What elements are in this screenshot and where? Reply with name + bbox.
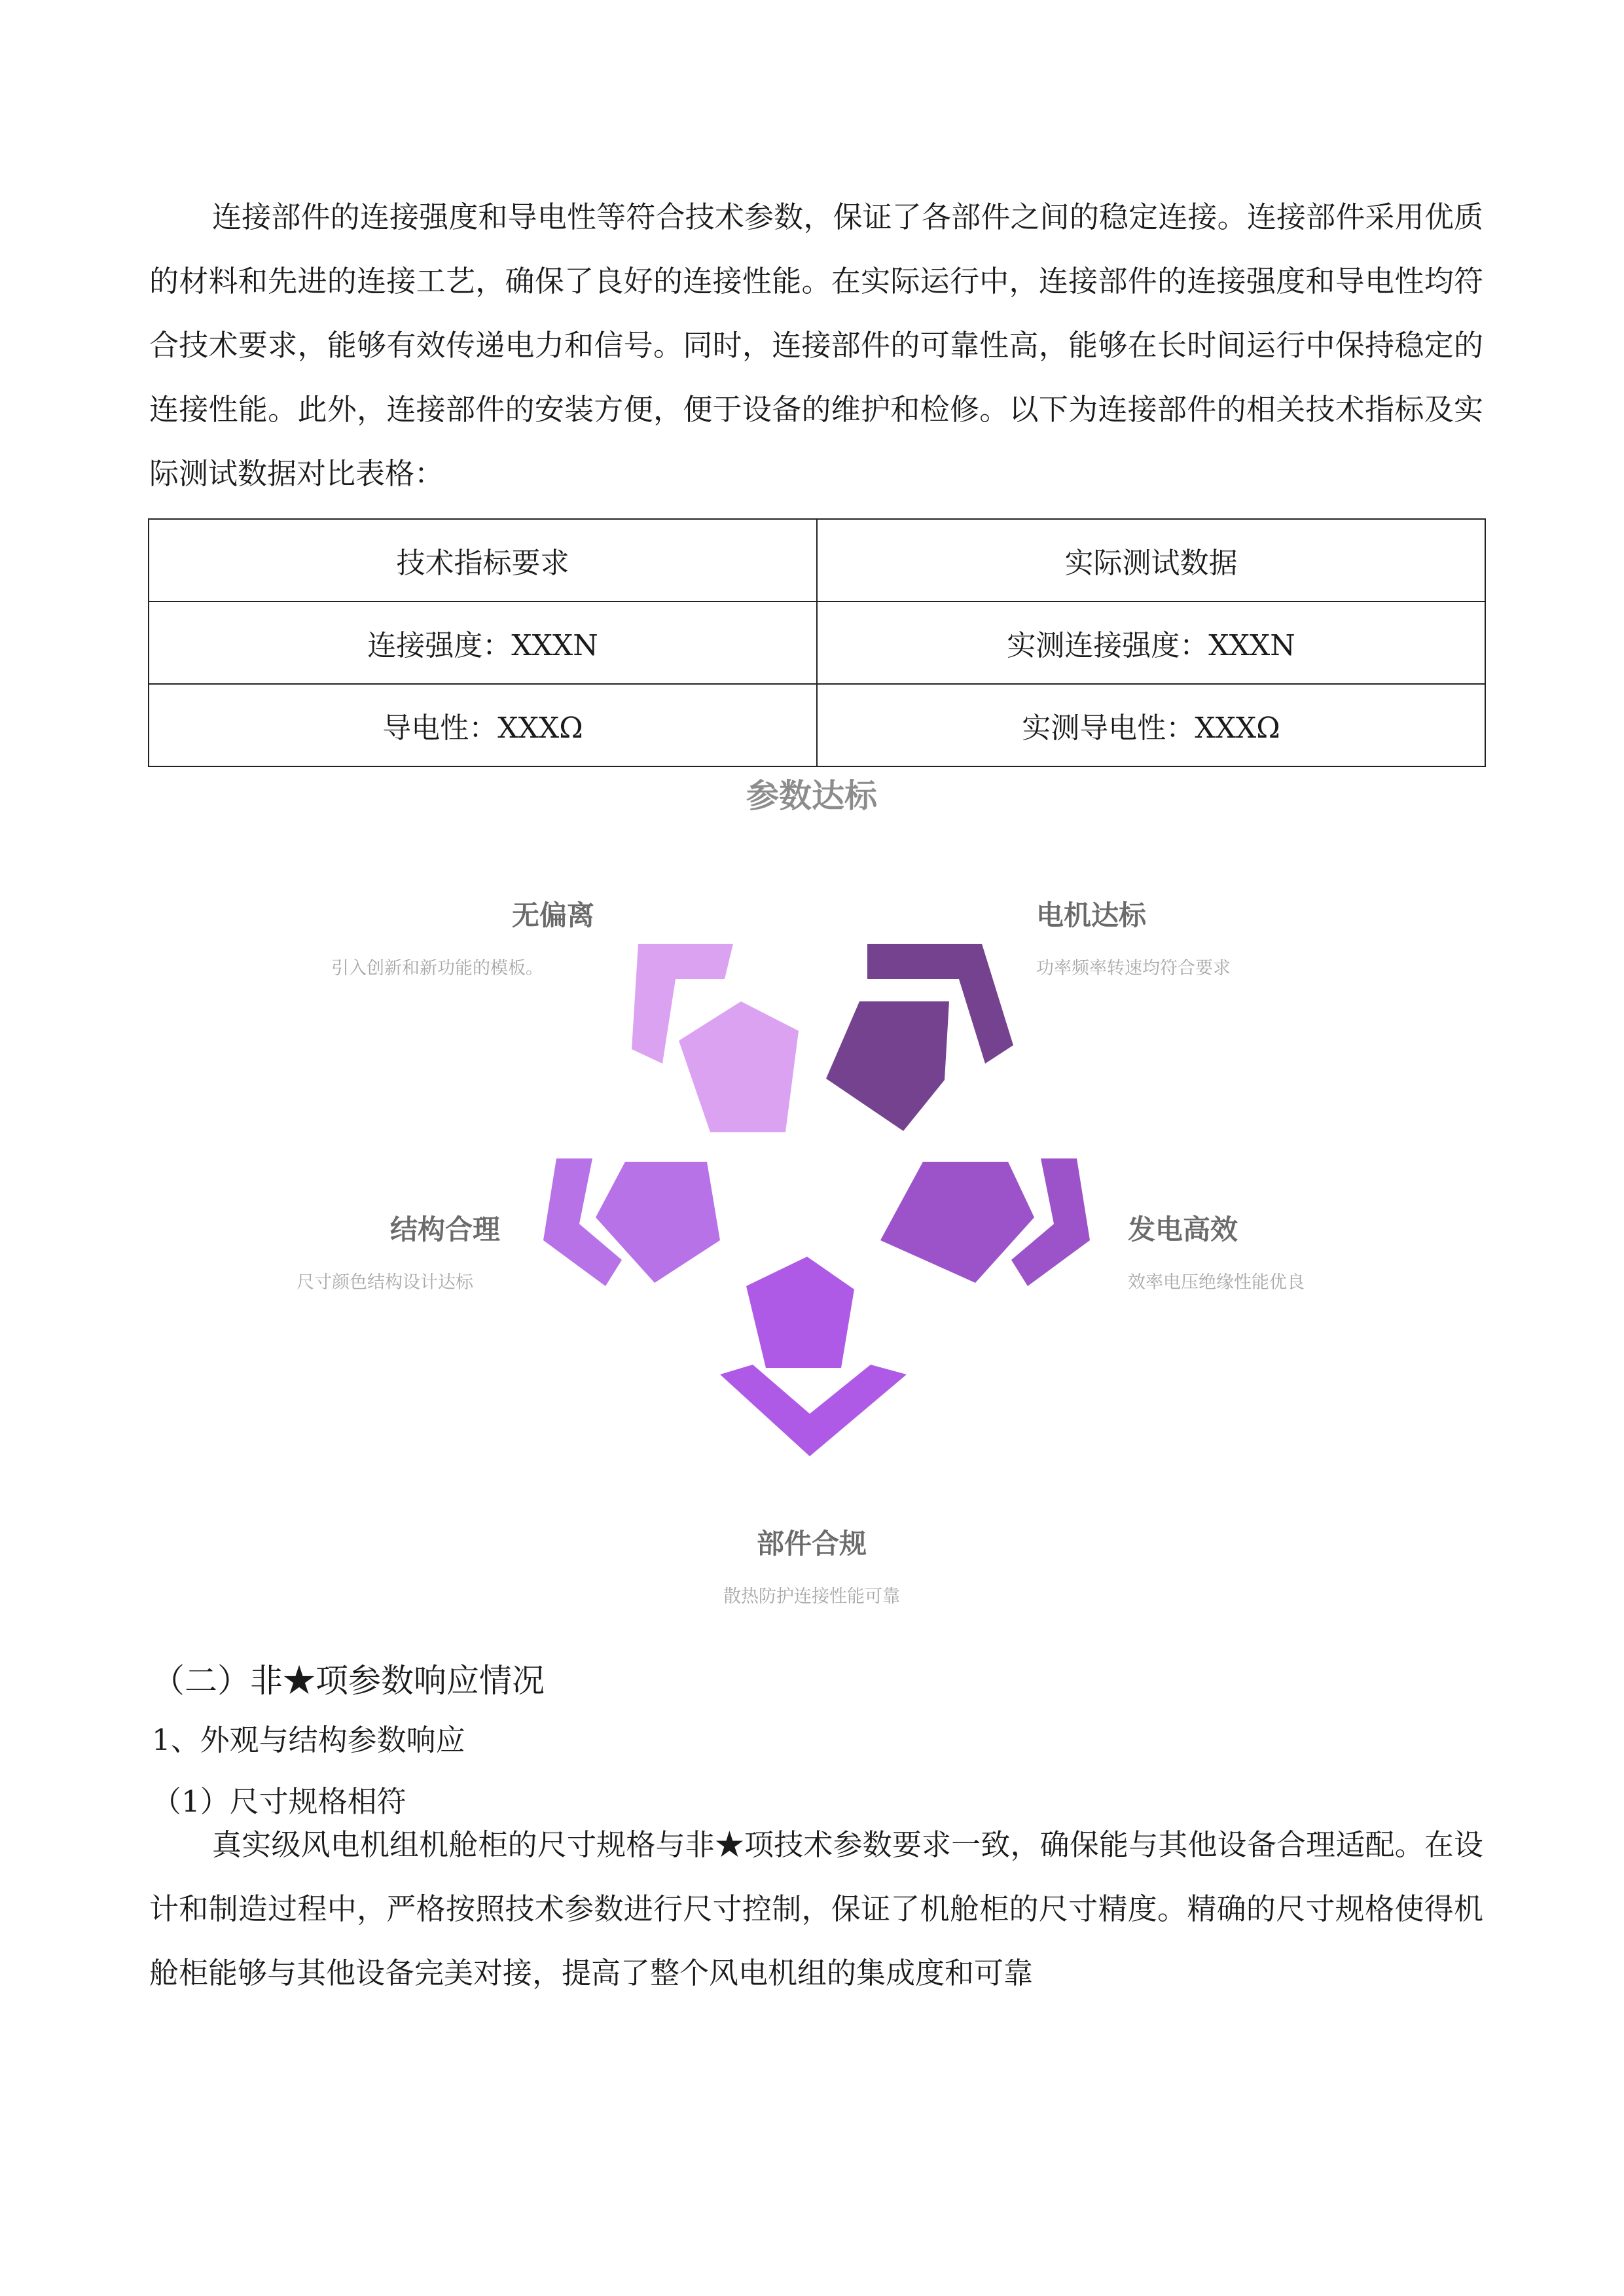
- subheading: 1、外观与结构参数响应: [152, 1723, 465, 1757]
- item-description: 散热防护连接性能可靠: [723, 1587, 900, 1607]
- body-paragraph: 连接部件的连接强度和导电性等符合技术参数，保证了各部件之间的稳定连接。连接部件采用优质的材料和先进的连接工艺，确保了良好的连接性能。在实际运行中，连接部件的连接强度和导电性均符合技术要求，能够有效传递电力和信号。同时，连接部件的可靠性高，能够在长时间运行中保持稳定的连接性能。此外，连接部件的安装方便，便于设备的维护和检修。以下为连接部件的相关技术指标及实际测试数据对比表格：: [149, 200, 1483, 491]
- table-cell: 实测连接强度：XXXN: [817, 601, 1485, 684]
- pentagon-group-bottom: [720, 1257, 907, 1456]
- pentagon-shape: [746, 1257, 854, 1368]
- pentagon-group-top-right: [826, 944, 1013, 1131]
- table-header-cell: 实际测试数据: [817, 519, 1485, 601]
- table-cell: 导电性：XXXΩ: [149, 684, 817, 766]
- pentagon-shape: [826, 1001, 949, 1131]
- pentagon-group-mid-right: [880, 1158, 1090, 1286]
- pentagon-shape: [679, 1001, 799, 1132]
- item-label: 发电高效: [1128, 1213, 1238, 1246]
- item-label: 结构合理: [389, 1213, 501, 1246]
- item-description: 功率频率转速均符合要求: [1036, 958, 1231, 978]
- body-paragraph: 真实级风电机组机舱柜的尺寸规格与非★项技术参数要求一致，确保能与其他设备合理适配。在设计和制造过程中，严格按照技术参数进行尺寸控制，保证了机舱柜的尺寸精度。精确的尺寸规格使得机舱柜能够与其他设备完美对接，提高了整个风电机组的集成度和可靠: [149, 1827, 1483, 1990]
- item-description: 效率电压绝缘性能优良: [1128, 1272, 1305, 1293]
- subheading: （1）尺寸规格相符: [152, 1784, 406, 1819]
- pentagon-shape: [880, 1162, 1034, 1283]
- chevron-shape: [720, 1365, 907, 1456]
- table-cell: 连接强度：XXXN: [149, 601, 817, 684]
- section-heading: （二）非★项参数响应情况: [152, 1662, 545, 1700]
- item-label: 无偏离: [511, 899, 595, 931]
- pentagon-group-mid-left: [543, 1158, 720, 1286]
- item-label: 部件合规: [756, 1528, 867, 1560]
- table-cell: 实测导电性：XXXΩ: [817, 684, 1485, 766]
- pentagon-group-top-left: [632, 944, 799, 1132]
- item-description: 引入创新和新功能的模板。: [331, 958, 543, 978]
- item-description: 尺寸颜色结构设计达标: [297, 1272, 473, 1293]
- infographic-title: 参数达标: [746, 777, 877, 815]
- item-label: 电机达标: [1036, 899, 1147, 931]
- table-header-cell: 技术指标要求: [149, 519, 817, 601]
